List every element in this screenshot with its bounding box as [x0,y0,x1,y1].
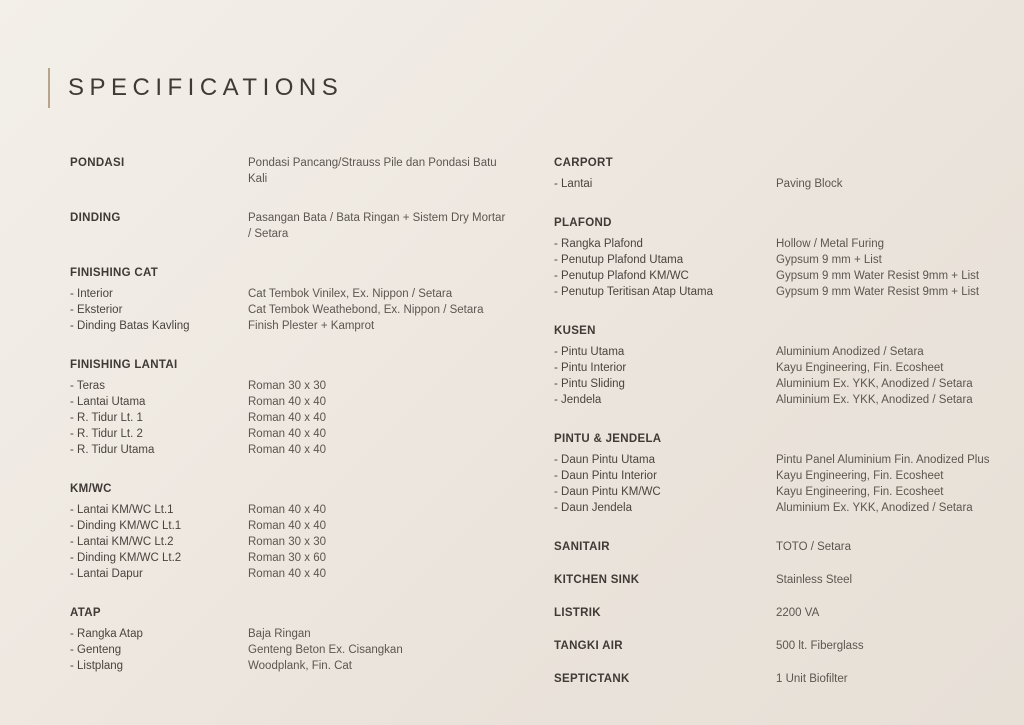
spec-label: - Pintu Interior [554,362,627,374]
spec-value: Gypsum 9 mm + List [776,254,882,266]
spec-row [70,410,506,426]
spec-value: Paving Block [776,178,843,190]
spec-heading: PONDASI [70,157,125,169]
spec-heading-row [554,431,1024,447]
spec-row [554,468,1024,484]
spec-row [70,378,506,394]
spec-row [70,642,506,658]
spec-value: Aluminium Anodized / Setara [776,346,924,358]
spec-heading-row [70,357,506,373]
spec-value: Woodplank, Fin. Cat [248,660,352,672]
spec-row [554,484,1024,500]
spec-heading: PINTU & JENDELA [554,433,662,445]
spec-label: - Jendela [554,394,602,406]
spec-value: Roman 40 x 40 [248,412,326,424]
spec-heading: PLAFOND [554,217,612,229]
spec-value: Pintu Panel Aluminium Fin. Anodized Plus [776,454,990,466]
spec-value: Roman 40 x 40 [248,504,326,516]
spec-value: Aluminium Ex. YKK, Anodized / Setara [776,394,973,406]
spec-value: Kayu Engineering, Fin. Ecosheet [776,486,944,498]
spec-row [554,344,1024,360]
spec-row [554,376,1024,392]
spec-value: Cat Tembok Weathebond, Ex. Nippon / Setara [248,304,484,316]
spec-group [554,605,1024,621]
spec-label: - R. Tidur Lt. 2 [70,428,143,440]
spec-label: - Pintu Utama [554,346,625,358]
spec-heading-row [554,605,1024,621]
spec-heading: DINDING [70,212,121,224]
spec-heading: KM/WC [70,483,112,495]
spec-row [70,566,506,582]
spec-heading-value: 2200 VA [776,607,820,619]
spec-label: - Rangka Atap [70,628,143,640]
spec-label: - Lantai Utama [70,396,146,408]
spec-value: Aluminium Ex. YKK, Anodized / Setara [776,502,973,514]
spec-value: Finish Plester + Kamprot [248,320,375,332]
spec-row [554,360,1024,376]
spec-label: - Daun Pintu Interior [554,470,657,482]
spec-heading-row [554,539,1024,555]
spec-value: Roman 40 x 40 [248,444,326,456]
spec-heading-row [554,215,1024,231]
spec-heading-value: 1 Unit Biofilter [776,673,848,685]
spec-value: Hollow / Metal Furing [776,238,885,250]
spec-label: - Daun Pintu Utama [554,454,655,466]
spec-value: Roman 30 x 60 [248,552,326,564]
spec-group [70,357,506,458]
spec-label: - Daun Pintu KM/WC [554,486,661,498]
spec-label: - Listplang [70,660,124,672]
spec-value: Roman 30 x 30 [248,380,326,392]
spec-row [554,268,1024,284]
spec-label: - Eksterior [70,304,123,316]
spec-heading-row [554,323,1024,339]
specifications-columns [70,155,1014,699]
spec-row [70,318,506,334]
spec-heading-row [70,210,506,242]
spec-label: - Lantai [554,178,593,190]
spec-row [70,302,506,318]
spec-row [554,452,1024,468]
spec-row [70,534,506,550]
spec-value: Roman 40 x 40 [248,520,326,532]
spec-row [554,500,1024,516]
page-title: SPECIFICATIONS [68,74,344,101]
spec-heading: CARPORT [554,157,613,169]
spec-group [554,539,1024,555]
spec-heading: SANITAIR [554,541,610,553]
spec-heading: KUSEN [554,325,596,337]
spec-group [70,210,506,242]
spec-label: - Pintu Sliding [554,378,625,390]
spec-heading-row [554,638,1024,654]
spec-heading-value: TOTO / Setara [776,541,851,553]
spec-value: Cat Tembok Vinilex, Ex. Nippon / Setara [248,288,453,300]
spec-label: - Dinding Batas Kavling [70,320,190,332]
spec-heading: FINISHING CAT [70,267,159,279]
spec-value: Roman 40 x 40 [248,428,326,440]
spec-heading-row [554,671,1024,687]
spec-row [70,550,506,566]
spec-group [554,638,1024,654]
spec-group [554,215,1024,300]
spec-label: - Genteng [70,644,122,656]
spec-label: - Dinding KM/WC Lt.2 [70,552,182,564]
spec-label: - Teras [70,380,105,392]
spec-label: - Rangka Plafond [554,238,643,250]
spec-value: Roman 40 x 40 [248,396,326,408]
spec-value: Baja Ringan [248,628,311,640]
spec-row [70,442,506,458]
spec-group [554,155,1024,192]
spec-group [554,671,1024,687]
spec-row [554,284,1024,300]
header-accent-rule [48,68,50,108]
spec-value: Kayu Engineering, Fin. Ecosheet [776,470,944,482]
spec-heading: TANGKI AIR [554,640,623,652]
spec-row [70,658,506,674]
spec-heading-value: 500 lt. Fiberglass [776,640,864,652]
left-column [70,155,506,699]
spec-label: - R. Tidur Lt. 1 [70,412,143,424]
spec-heading-value: Stainless Steel [776,574,853,586]
spec-heading-row [70,605,506,621]
spec-heading: KITCHEN SINK [554,574,640,586]
spec-heading-row [70,265,506,281]
spec-label: - Interior [70,288,113,300]
right-column [554,155,1024,699]
spec-row [70,502,506,518]
spec-row [70,518,506,534]
spec-group [70,481,506,582]
spec-value: Kayu Engineering, Fin. Ecosheet [776,362,944,374]
spec-heading: ATAP [70,607,101,619]
spec-row [70,626,506,642]
spec-heading-value: Pasangan Bata / Bata Ringan + Sistem Dry Mortar / Setara [248,212,506,240]
spec-row [554,176,1024,192]
spec-heading-row [554,155,1024,171]
spec-value: Roman 30 x 30 [248,536,326,548]
spec-label: - Dinding KM/WC Lt.1 [70,520,182,532]
spec-row [554,252,1024,268]
spec-label: - R. Tidur Utama [70,444,155,456]
spec-value: Aluminium Ex. YKK, Anodized / Setara [776,378,973,390]
spec-label: - Penutup Plafond Utama [554,254,684,266]
spec-label: - Lantai KM/WC Lt.2 [70,536,174,548]
spec-label: - Daun Jendela [554,502,632,514]
spec-group [70,155,506,187]
spec-heading: SEPTICTANK [554,673,630,685]
spec-heading-row [554,572,1024,588]
spec-label: - Penutup Plafond KM/WC [554,270,689,282]
spec-heading-row [70,155,506,187]
page-header [48,68,343,108]
spec-row [70,394,506,410]
spec-group [70,605,506,674]
spec-heading-value: Pondasi Pancang/Strauss Pile dan Pondasi Batu Kali [248,157,497,185]
spec-value: Genteng Beton Ex. Cisangkan [248,644,403,656]
spec-label: - Lantai KM/WC Lt.1 [70,504,174,516]
spec-label: - Lantai Dapur [70,568,143,580]
spec-heading-row [70,481,506,497]
spec-label: - Penutup Teritisan Atap Utama [554,286,713,298]
spec-group [70,265,506,334]
spec-row [554,236,1024,252]
spec-row [554,392,1024,408]
spec-group [554,572,1024,588]
spec-heading: LISTRIK [554,607,601,619]
spec-value: Gypsum 9 mm Water Resist 9mm + List [776,270,980,282]
spec-value: Gypsum 9 mm Water Resist 9mm + List [776,286,980,298]
spec-group [554,431,1024,516]
spec-group [554,323,1024,408]
spec-value: Roman 40 x 40 [248,568,326,580]
spec-row [70,286,506,302]
spec-heading: FINISHING LANTAI [70,359,178,371]
spec-row [70,426,506,442]
